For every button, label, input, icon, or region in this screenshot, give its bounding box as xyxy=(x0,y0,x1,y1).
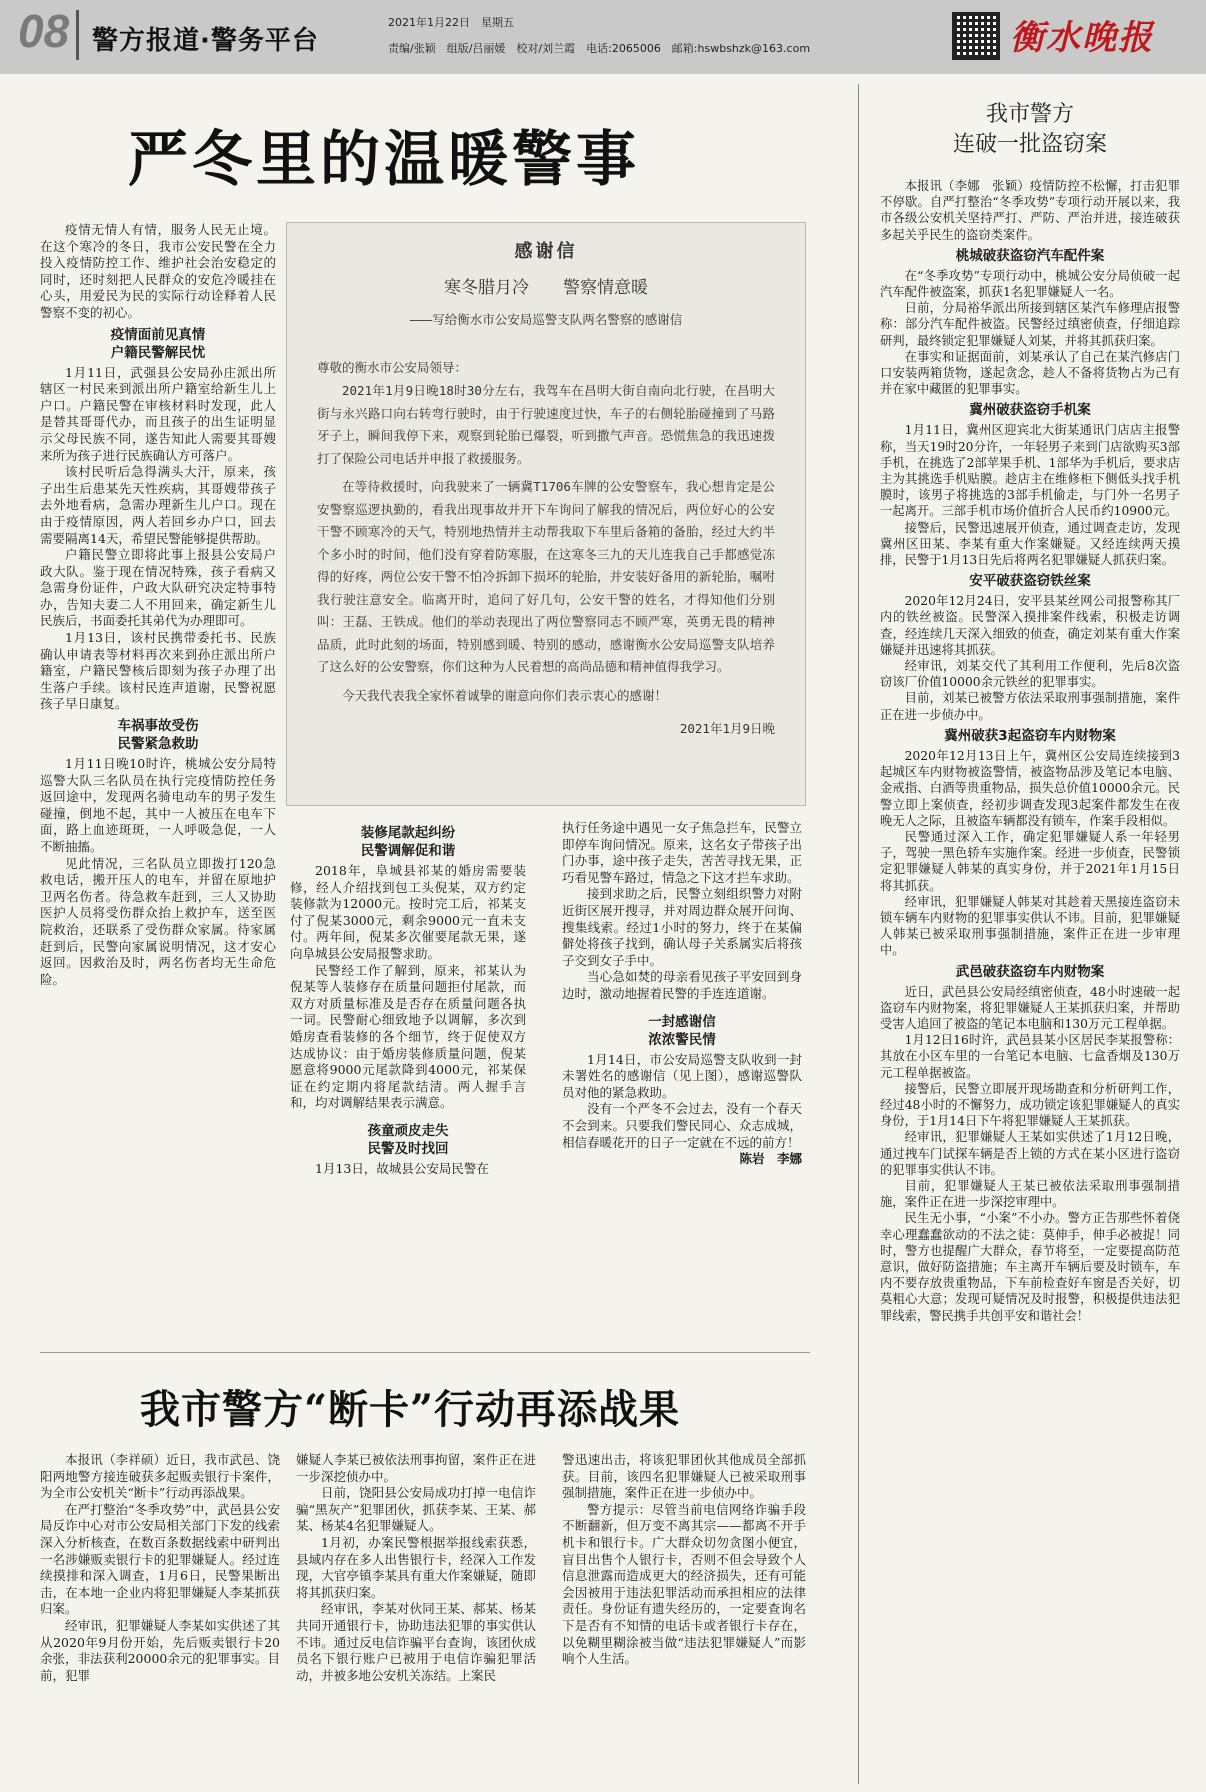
column-divider xyxy=(858,84,859,1784)
paragraph: 民警通过深入工作，确定犯罪嫌疑人系一年轻男子，驾驶一黑色轿车实施作案。经进一步侦查，民警锁定犯罪嫌疑人韩某的真实身份，并于2021年1月15日将其抓获。 xyxy=(880,829,1180,893)
paragraph: 经审讯，刘某交代了其利用工作便利，先后8次盗窃该厂价值10000余元铁丝的犯罪事实。 xyxy=(880,659,1180,690)
paragraph: 目前，犯罪嫌疑人王某已被依法采取刑事强制措施，案件正在进一步深挖审理中。 xyxy=(880,1178,1180,1210)
paragraph: 接警后，民警立即展开现场勘查和分析研判工作，经过48小时的不懈努力，成功锁定该犯罪嫌疑人的真实身份，于1月14日下午将犯罪嫌疑人王某抓获。 xyxy=(880,1081,1180,1129)
paragraph: 警方提示：尽管当前电信网络诈骗手段不断翻新，但万变不离其宗——都离不开手机卡和银行卡。广大群众切勿贪图小便宜，盲目出售个人银行卡，否则不但会导致个人信息泄露而造成更大的经济损失，还有可能会因被用于违法犯罪活动而承担相应的法律责任。身份证有遗失经历的，一定要查询名下是否有不知情的电话卡或者银行卡存在，以免糊里糊涂被当做“违法犯罪嫌疑人”而影响个人生活。 xyxy=(562,1501,806,1667)
paragraph: 该村民听后急得满头大汗，原来，孩子出生后患某先天性疾病，其哥嫂带孩子去外地看病，急需办理新生儿户口。现在由于疫情原因，两人若回乡办户口，回去需要隔离14天，希望民警能够提供帮助。 xyxy=(40,464,276,546)
letter-date: 2021年1月9日晚 xyxy=(679,721,775,736)
paragraph: 经审讯，犯罪嫌疑人李某如实供述了其从2020年9月份开始，先后贩卖银行卡20余张，非法获利20000余元的犯罪事实。目前，犯罪 xyxy=(40,1617,280,1683)
paragraph: 1月14日，市公安局巡警支队收到一封未署姓名的感谢信（见上图），感谢巡警队员对他的紧急救助。 xyxy=(562,1051,802,1100)
paragraph: 在事实和证据面前，刘某承认了自己在某汽修店门口安装两箱货物，遂起贪念，趁人不备将货物占为己有并在家中藏匿的犯罪事实。 xyxy=(880,349,1180,397)
paragraph: 2018年，阜城县祁某的婚房需要装修，经人介绍找到包工头倪某，双方约定装修款为12000元。按时完工后，祁某支付了倪某3000元，剩余9000元一直未支付。两年间，倪某多次催要尾款无果，遂向阜城县公安局报警求助。 xyxy=(290,863,526,961)
paragraph: 1月11日，冀州区迎宾北大街某通讯门店店主报警称，当天19时20分许，一年轻男子来到门店欲购买3部手机，在挑选了2部苹果手机、1部华为手机后，要求店主为其挑选手机贴膜。趁店主在维修柜下侧低头找手机膜时，该男子将挑选的3部手机偷走，与门外一名男子一起离开。三部手机市场价值折合人民币约10900元。 xyxy=(880,423,1180,519)
right-subhead-4: 冀州破获3起盗窃车内财物案 xyxy=(944,727,1116,744)
paragraph: 日前，分局裕华派出所接到辖区某汽车修理店报警称：部分汽车配件被盗。民警经过缜密侦查，仔细追踪研判，最终锁定犯罪嫌疑人刘某，并将其抓获归案。 xyxy=(880,301,1180,348)
paragraph: 嫌疑人李某已被依法刑事拘留，案件正在进一步深挖侦办中。 xyxy=(296,1452,536,1484)
paragraph: 户籍民警立即将此事上报县公安局户政大队。鉴于现在情况特殊，孩子看病又急需身份证件，户政大队研究决定特事特办，告知夫妻二人不用回来，确定新生儿民族后，书面委托其弟代为办理即可。 xyxy=(40,547,276,629)
paragraph: 1月13日，该村民携带委托书、民族确认申请表等材料再次来到孙庄派出所户籍室，户籍民警核后即刻为孩子办理了出生落户手续。该村民连声道谢，民警祝愿孩子早日康复。 xyxy=(40,630,276,712)
letter-salutation: 尊敬的衡水市公安局领导： xyxy=(317,360,468,375)
subhead-1: 疫情面前见真情 户籍民警解民忧 xyxy=(110,326,206,361)
paragraph: 警迅速出击，将该犯罪团伙其他成员全部抓获。目前，该四名犯罪嫌疑人已被采取刑事强制措施，案件正在进一步侦办中。 xyxy=(562,1452,806,1501)
paragraph: 当心急如焚的母亲看见孩子平安回到身边时，激动地握着民警的手连连道谢。 xyxy=(562,969,802,1001)
main-headline: 严冬里的温暖警事 xyxy=(128,125,640,195)
thank-you-letter-photo xyxy=(286,222,806,806)
section-title: 警方报道·警务平台 xyxy=(92,26,319,56)
byline: 陈岩 李娜 xyxy=(739,1151,802,1167)
letter-heading: 感谢信 xyxy=(514,241,578,262)
issue-date: 2021年1月22日 星期五 xyxy=(388,16,514,29)
letter-paragraph: 在等待救援时，向我驶来了一辆冀T1706车牌的公安警察车，我心想肯定是公安警察巡逻执勤的，看我出现事故并开下车询问了解我的情况后，两位好心的公安干警不顾寒冷的天气，特别地热情并主动帮我取下车里后备箱的备胎，经过大约半个多小时的时间，他们没有穿着防寒服，在这寒冬三九的天儿连我自己手都感觉冻得的好疼，两位公安干警不怕冷拆卸下损坏的轮胎，并安装好备用的新轮胎，嘱咐我行驶注意安全。临离开时，追问了好几句，公安干警的姓名，才得知他们分别叫：王磊、王铁成。他们的举动表现出了两位警察同志不顾严寒，英勇无畏的精神品质，此时此刻的场面，特别感到暖、特别的感动，感谢衡水公安局巡警支队培养了这么好的公安警察，你们这种为人民着想的高尚品德和精神值得我学习。 xyxy=(317,479,775,674)
section-divider xyxy=(40,1352,810,1353)
right-column xyxy=(880,178,1180,1324)
bottom-headline: 我市警方“断卡”行动再添战果 xyxy=(140,1386,681,1433)
paragraph: 日前，饶阳县公安局成功打掉一电信诈骗“黑灰产”犯罪团伙，抓获李某、王某、郝某、杨某4名犯罪嫌疑人。 xyxy=(296,1485,536,1534)
main-column-3 xyxy=(562,820,802,1168)
paragraph: 民警经工作了解到，原来，祁某认为倪某等人装修存在质量问题拒付尾款，而双方对质量标准及是否存在质量问题各执一词。民警耐心细致地予以调解，多次到婚房查看装修的各个细节，终于促使双方达成协议：由于婚房装修质量问题，倪某愿意将9000元尾款降到4000元，祁某保证在约定期内将尾款结清。两人握手言和，均对调解结果表示满意。 xyxy=(290,962,526,1111)
paragraph: 接警后，民警迅速展开侦查，通过调查走访，发现冀州区田某、李某有重大作案嫌疑。又经连续两天摸排，民警于1月13日先后将两名犯罪嫌疑人抓获归案。 xyxy=(880,520,1180,568)
subhead-4: 孩童顽皮走失 民警及时找回 xyxy=(367,1122,449,1157)
paragraph: 2020年12月24日，安平县某丝网公司报警称其厂内的铁丝被盗。民警深入摸排案件线索，积极走访调查，经连续几天深入细致的侦查，确定刘某有重大作案嫌疑并迅速将其抓获。 xyxy=(880,594,1180,657)
paragraph: 本报讯（李祥硕）近日，我市武邑、饶阳两地警方接连破获多起贩卖银行卡案件，为全市公安机关“断卡”行动再添战果。 xyxy=(40,1452,280,1501)
letter-dedication: ———写给衡水市公安局巡警支队两名警察的感谢信 xyxy=(409,312,683,327)
paragraph: 见此情况，三名队员立即拨打120急救电话，搬开压人的电车，并留在原地护卫两名伤者。待急救车赶到，三人又协助医护人员将受伤群众抬上救护车，送至医院救治，还联系了受伤群众家属。待家属赶到后，民警向家属说明情况，这才安心返回。因救治及时，两名伤者均无生命危险。 xyxy=(40,855,276,987)
bottom-column-2 xyxy=(296,1452,536,1684)
right-subhead-1: 桃城破获盗窃汽车配件案 xyxy=(955,247,1105,264)
paragraph: 1月初，办案民警根据举报线索获悉，县域内存在多人出售银行卡，经深入工作发现，大官亭镇李某具有重大作案嫌疑，随即将其抓获归案。 xyxy=(296,1534,536,1600)
paragraph: 近日，武邑县公安局经缜密侦查，48小时速破一起盗窃车内财物案，将犯罪嫌疑人王某抓获归案，并帮助受害人追回了被盗的笔记本电脑和130万元工程单据。 xyxy=(880,984,1180,1031)
paragraph: 2020年12月13日上午，冀州区公安局连续接到3起城区车内财物被盗警情，被盗物品涉及笔记本电脑、金戒指、白酒等贵重物品，损失总价值10000余元。民警立即上案侦查，经初步调查发现3起案件都发生在夜晚无人之际，且被盗车辆都没有锁车，作案手段相似。 xyxy=(880,748,1180,828)
right-subhead-5: 武邑破获盗窃车内财物案 xyxy=(955,963,1105,980)
main-column-2 xyxy=(290,820,526,1178)
qr-code-icon xyxy=(952,12,1000,60)
page-number: 08 xyxy=(18,5,70,57)
paragraph: 目前，刘某已被警方依法采取刑事强制措施，案件正在进一步侦办中。 xyxy=(880,691,1180,722)
newspaper-logo: 衡水晚报 xyxy=(1010,18,1154,58)
paragraph: 接到求助之后，民警立刻组织警力对附近街区展开搜寻，并对周边群众展开问询、搜集线索。经过1小时的努力，终于在某偏僻处将孩子找到，确认母子关系属实后将孩子交到女子手中。 xyxy=(562,886,802,968)
main-column-1 xyxy=(40,222,276,988)
bottom-column-3 xyxy=(562,1452,806,1668)
paragraph: 在“冬季攻势”专项行动中，桃城公安分局侦破一起汽车配件被盗案，抓获1名犯罪嫌疑人一名。 xyxy=(880,268,1180,300)
paragraph: 在严打整治“冬季攻势”中，武邑县公安局反诈中心对市公安局相关部门下发的线索深入分析核查，在数百条数据线索中研判出一名涉嫌贩卖银行卡的犯罪嫌疑人。经过连续摸排和深入调查，1月6日，民警果断出击，在本地一企业内将犯罪嫌疑人李某抓获归案。 xyxy=(40,1501,280,1617)
right-headline: 我市警方 连破一批盗窃案 xyxy=(952,102,1107,157)
subhead-5: 一封感谢信 浓浓警民情 xyxy=(648,1013,716,1048)
letter-subheading: 寒冬腊月冷 警察情意暖 xyxy=(444,278,648,298)
paragraph: 1月11日晚10时许，桃城公安分局特巡警大队三名队员在执行完疫情防控任务返回途中，发现两名骑电动车的男子发生碰撞，倒地不起，其中一人被压在电车下面，路上血迹斑斑，一人呼吸急促，一人不断抽搐。 xyxy=(40,756,276,854)
editorial-credits: 责编/张颖 组版/吕丽媛 校对/刘兰霞 电话:2065006 邮箱:hswbshzk@163.com xyxy=(388,42,811,55)
header-divider xyxy=(76,10,79,60)
paragraph: 1月13日，故城县公安局民警在 xyxy=(315,1160,489,1176)
paragraph: 1月11日，武强县公安局孙庄派出所辖区一村民来到派出所户籍室给新生儿上户口。户籍民警在审核材料时发现，此人是替其哥哥代办，而且孩子的出生证明显示父母民族不同，遂告知此人需要其哥嫂来所为孩子进行民族确认方可落户。 xyxy=(40,364,276,463)
subhead-3: 装修尾款起纠纷 民警调解促和谐 xyxy=(360,825,456,859)
paragraph: 1月12日16时许，武邑县某小区居民李某报警称：其放在小区车里的一台笔记本电脑、七盒香烟及130万元工程单据被盗。 xyxy=(880,1033,1180,1080)
paragraph: 经审讯，犯罪嫌疑人韩某对其趁着天黑接连盗窃未锁车辆车内财物的犯罪事实供认不讳。目前，犯罪嫌疑人韩某已被采取刑事强制措施，案件正在进一步审理中。 xyxy=(880,894,1180,958)
right-subhead-2: 冀州破获盗窃手机案 xyxy=(969,402,1091,419)
paragraph: 民生无小事，“小案”不小办。警方正告那些怀着侥幸心理蠢蠢欲动的不法之徒：莫伸手，伸手必被捉！同时，警方也提醒广大群众，春节将至，一定要提高防范意识，做好防盗措施；车主离开车辆后要及时锁车，车内不要存放贵重物品，下车前检查好车窗是否关好，切莫粗心大意；发现可疑情况及时报警，积极提供违法犯罪线索，警民携手共创平安和谐社会！ xyxy=(880,1211,1180,1323)
paragraph: 执行任务途中遇见一女子焦急拦车，民警立即停车询问情况。原来，这名女子带孩子出门办事，途中孩子走失，苦苦寻找无果，正巧看见警车路过，情急之下这才拦车求助。 xyxy=(562,820,802,885)
paragraph: 本报讯（李娜 张颖）疫情防控不松懈，打击犯罪不停歇。自严打整治“冬季攻势”专项行动开展以来，我市各级公安机关坚持严打、严防、严治并进，接连破获多起关乎民生的盗窃类案件。 xyxy=(880,179,1180,242)
letter-paragraph: 今天我代表我全家怀着诚挚的谢意向你们表示衷心的感谢！ xyxy=(342,687,668,703)
main-intro: 疫情无情人有情，服务人民无止境。在这个寒冷的冬日，我市公安民警在全力投入疫情防控工作、维护社会治安稳定的同时，还时刻把人民群众的安危冷暖挂在心头，用爱民为民的实际行动诠释着人民警察不变的初心。 xyxy=(40,222,276,320)
paragraph: 经审讯，李某对伙同王某、郝某、杨某共同开通银行卡，协助违法犯罪的事实供认不讳。通过反电信诈骗平台查询，该团伙成员名下银行账户已被用于电信诈骗犯罪活动，并被多地公安机关冻结。上案民 xyxy=(296,1601,536,1683)
subhead-2: 车祸事故受伤 民警紧急救助 xyxy=(117,718,199,753)
paragraph: 没有一个严冬不会过去，没有一个春天不会到来。只要我们警民同心、众志成城，相信春暖花开的日子一定就在不远的前方！ xyxy=(562,1101,802,1150)
bottom-column-1 xyxy=(40,1452,280,1684)
letter-paragraph: 2021年1月9日晚18时30分左右，我驾车在昌明大街自南向北行驶，在昌明大街与永兴路口向右转弯行驶时，由于行驶速度过快，车子的右侧轮胎碰撞到了马路牙子上，瞬间我停下来，观察到轮胎已爆裂，听到撒气声音。恐慌焦急的我迅速拨打了保险公司电话并申报了救援服务。 xyxy=(317,383,775,466)
paragraph: 经审讯，犯罪嫌疑人王某如实供述了1月12日晚，通过拽车门试探车辆是否上锁的方式在某小区进行盗窃的犯罪事实供认不讳。 xyxy=(880,1130,1180,1177)
right-subhead-3: 安平破获盗窃铁丝案 xyxy=(969,573,1091,590)
